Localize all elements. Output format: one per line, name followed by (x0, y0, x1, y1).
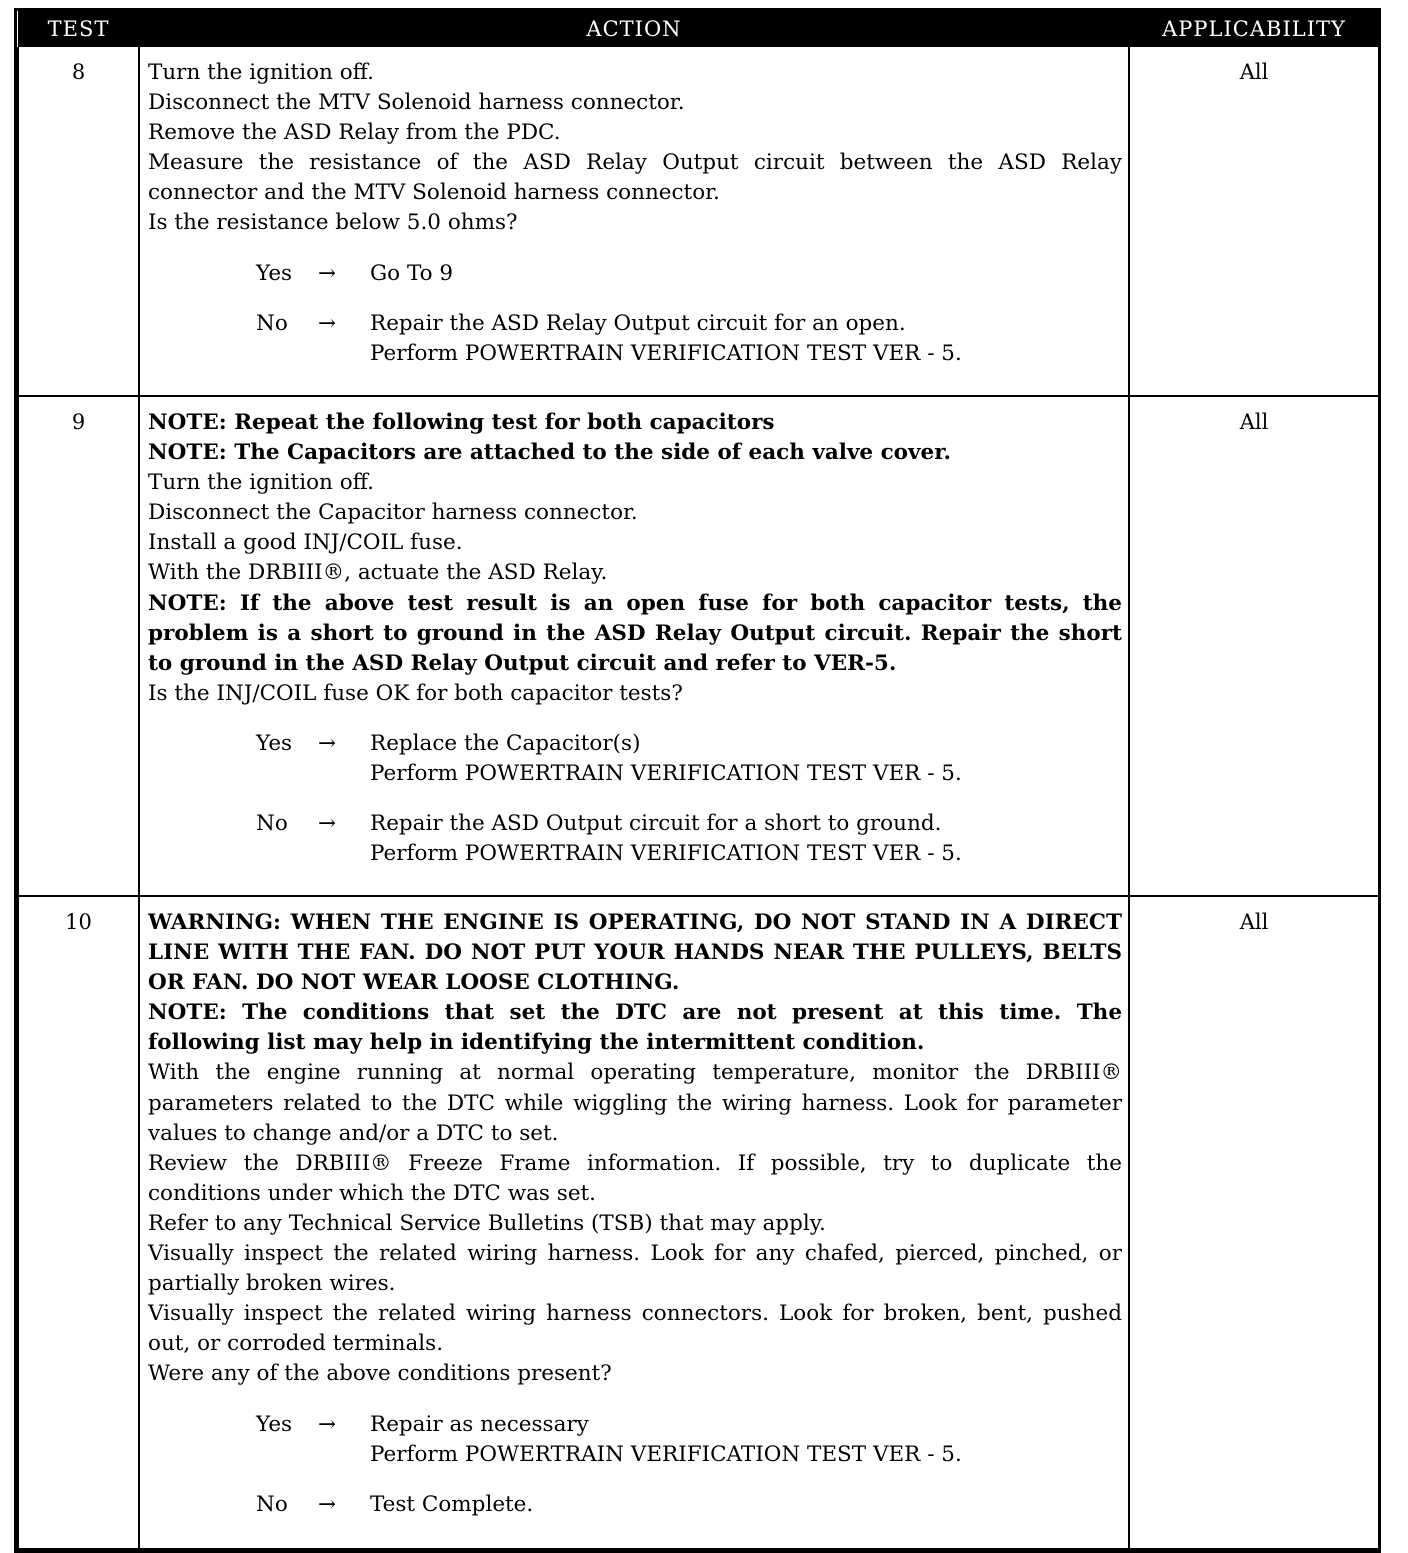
arrow-right-icon: → (318, 310, 337, 336)
instruction-text: Disconnect the Capacitor harness connector. (148, 500, 638, 526)
outcome-answer: Yes (256, 260, 293, 286)
instruction-text: Were any of the above conditions present? (148, 1361, 612, 1387)
outcome-no (256, 809, 1122, 869)
outcome-no (256, 309, 1122, 369)
header-test: TEST (18, 11, 139, 47)
test-number: 10 (18, 896, 139, 1549)
outcome-line: Perform POWERTRAIN VERIFICATION TEST VER - 5. (370, 841, 962, 867)
instruction-text: Install a good INJ/COIL fuse. (148, 530, 463, 556)
outcome-line: Perform POWERTRAIN VERIFICATION TEST VER - 5. (370, 761, 962, 787)
instruction-text: Remove the ASD Relay from the PDC. (148, 120, 561, 146)
applicability-value: All (1129, 47, 1379, 396)
outcome-yes (256, 1410, 1122, 1470)
arrow-right-icon: → (318, 1411, 337, 1437)
instruction-text: With the DRBIII®, actuate the ASD Relay. (148, 560, 608, 586)
outcome-yes (256, 259, 1122, 289)
test-table (17, 11, 1380, 1550)
instruction-text: Refer to any Technical Service Bulletins (TSB) that may apply. (148, 1210, 826, 1236)
outcome-text (370, 1410, 1122, 1470)
arrow-right-icon: → (318, 730, 337, 756)
outcome-line: Perform POWERTRAIN VERIFICATION TEST VER - 5. (370, 1441, 962, 1467)
instruction-text: Turn the ignition off. (148, 470, 374, 496)
instruction-text: Visually inspect the related wiring harness. Look for any chafed, pierced, pinched, or partially broken wires. (148, 1241, 1122, 1297)
action-cell (139, 396, 1129, 896)
table-row (18, 47, 1379, 396)
outcome-answer: Yes (256, 730, 293, 756)
header-action: ACTION (139, 11, 1129, 47)
instruction-text: Turn the ignition off. (148, 60, 374, 85)
outcome-no (256, 1490, 1122, 1520)
outcome-answer: No (256, 811, 288, 837)
outcome-text (370, 1490, 1122, 1520)
applicability-value: All (1129, 896, 1379, 1549)
outcome-line: Replace the Capacitor(s) (370, 730, 641, 756)
outcome-text (370, 809, 1122, 869)
action-cell (139, 47, 1129, 396)
arrow-right-icon: → (318, 260, 337, 286)
note-text: NOTE: The Capacitors are attached to the side of each valve cover. (148, 440, 952, 466)
instruction-text: With the engine running at normal operating temperature, monitor the DRBIII® parameters related to the DTC while wiggling the wiring harness. Look for parameter values to change and/or a DTC to set. (148, 1060, 1122, 1146)
outcome-text (370, 309, 1122, 369)
test-number: 8 (18, 47, 139, 396)
applicability-value: All (1129, 396, 1379, 896)
header-applicability: APPLICABILITY (1129, 11, 1379, 47)
outcome-answer: Yes (256, 1411, 293, 1437)
action-cell (139, 896, 1129, 1549)
note-text: NOTE: The conditions that set the DTC are not present at this time. The following list may help in identifying the intermittent condition. (148, 1000, 1122, 1056)
instruction-text: Is the INJ/COIL fuse OK for both capacitor tests? (148, 680, 683, 706)
instruction-text: Visually inspect the related wiring harness connectors. Look for broken, bent, pushed out, or corroded terminals. (148, 1301, 1122, 1357)
outcome-answer: No (256, 1491, 288, 1517)
instruction-text: Is the resistance below 5.0 ohms? (148, 210, 518, 236)
note-text: WARNING: WHEN THE ENGINE IS OPERATING, DO NOT STAND IN A DIRECT LINE WITH THE FAN. DO NOT PUT YOUR HANDS NEAR THE PULLEYS, BELTS OR FAN. DO NOT WEAR LOOSE CLOTHING. (148, 910, 1122, 996)
test-number: 9 (18, 396, 139, 896)
instruction-text: Disconnect the MTV Solenoid harness connector. (148, 90, 685, 116)
outcome-yes (256, 729, 1122, 789)
instruction-text: Measure the resistance of the ASD Relay Output circuit between the ASD Relay connector and the MTV Solenoid harness connector. (148, 150, 1122, 206)
instruction-text: Review the DRBIII® Freeze Frame information. If possible, try to duplicate the conditions under which the DTC was set. (148, 1150, 1122, 1206)
outcome-line: Test Complete. (370, 1491, 534, 1517)
outcome-answer: No (256, 310, 288, 336)
table-row (18, 896, 1379, 1549)
arrow-right-icon: → (318, 1491, 337, 1517)
note-text: NOTE: Repeat the following test for both capacitors (148, 410, 775, 435)
diagnostic-test-table (14, 8, 1381, 1553)
outcome-line: Go To 9 (370, 260, 454, 286)
outcome-line: Repair the ASD Output circuit for a short to ground. (370, 811, 942, 837)
outcome-line: Perform POWERTRAIN VERIFICATION TEST VER - 5. (370, 340, 962, 366)
table-row (18, 396, 1379, 896)
outcome-text (370, 259, 1122, 289)
outcome-line: Repair the ASD Relay Output circuit for an open. (370, 310, 906, 336)
header-row (18, 11, 1379, 47)
outcome-line: Repair as necessary (370, 1411, 589, 1437)
outcome-text (370, 729, 1122, 789)
arrow-right-icon: → (318, 811, 337, 837)
note-text: NOTE: If the above test result is an open fuse for both capacitor tests, the problem is a short to ground in the ASD Relay Output circuit. Repair the short to ground in the ASD Relay Output circuit and refer to VER-5. (148, 590, 1122, 676)
